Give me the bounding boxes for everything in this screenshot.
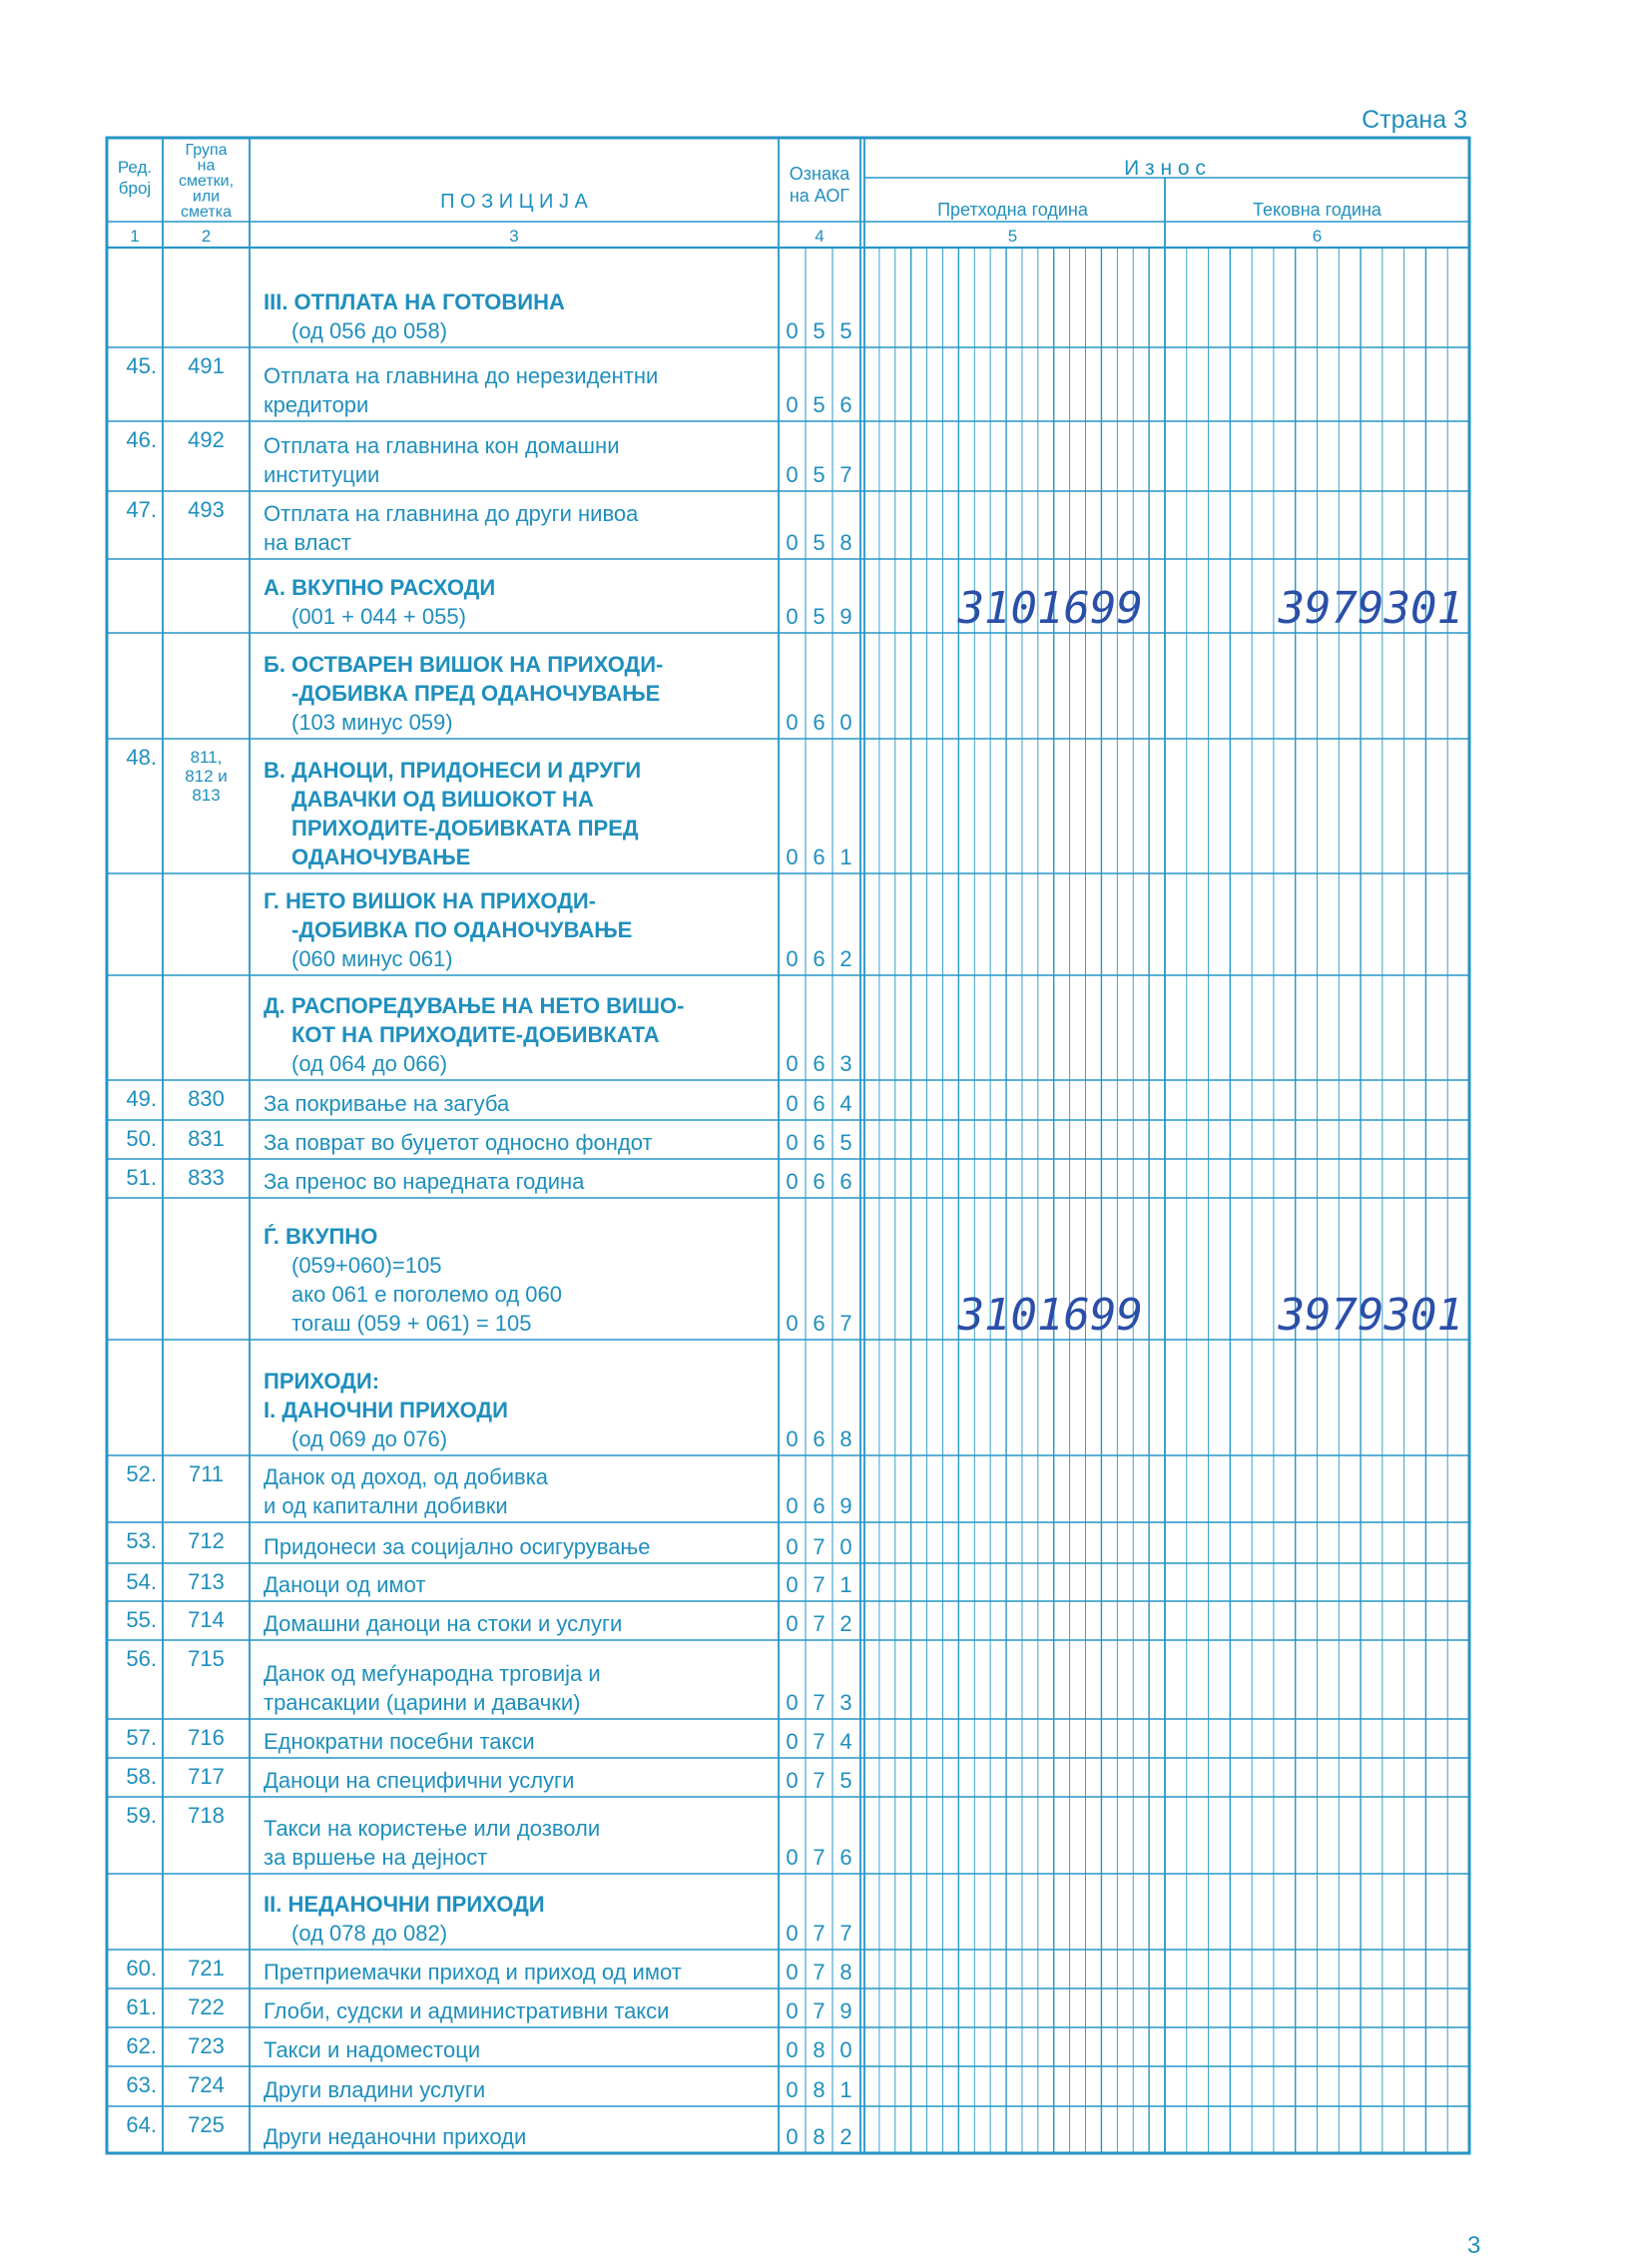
aog-digit: 7	[813, 1998, 825, 2023]
aog-digit: 0	[786, 2077, 799, 2102]
aog-digit: 9	[839, 1493, 852, 1518]
header-col2: Група	[185, 142, 228, 159]
aog-digit: 6	[813, 1169, 825, 1194]
header-prev-year: Претходна година	[937, 200, 1088, 220]
position-heading: III. ОТПЛАТА НА ГОТОВИНА	[264, 289, 565, 314]
table-row	[264, 888, 852, 971]
aog-digit: 0	[839, 710, 852, 735]
table-row	[126, 1165, 851, 1194]
aog-digit: 8	[839, 1426, 852, 1451]
row-number: 49.	[126, 1086, 157, 1111]
header-col2: или	[192, 188, 221, 206]
aog-digit: 4	[839, 1091, 852, 1116]
aog-digit: 4	[839, 1729, 852, 1754]
position-text: и од капитални добивки	[264, 1493, 508, 1518]
table-row	[264, 652, 852, 735]
aog-digit: 0	[786, 1998, 799, 2023]
aog-digit: 0	[839, 2037, 852, 2062]
table-row	[126, 2033, 851, 2062]
aog-digit: 0	[786, 318, 799, 343]
aog-digit: 0	[786, 530, 799, 555]
aog-digit: 0	[786, 1690, 799, 1715]
aog-digit: 5	[813, 604, 825, 629]
aog-digit: 5	[839, 1130, 852, 1155]
aog-digit: 5	[813, 392, 825, 417]
account-code: 722	[188, 1994, 225, 2019]
aog-digit: 7	[813, 1768, 825, 1793]
aog-digit: 9	[839, 1998, 852, 2023]
header-curr-year: Тековна година	[1253, 200, 1381, 220]
position-text: Еднократни посебни такси	[264, 1729, 535, 1754]
row-number: 57.	[126, 1725, 157, 1750]
aog-digit: 0	[786, 1534, 799, 1559]
row-number: 64.	[126, 2112, 157, 2137]
row-number: 61.	[126, 1994, 157, 2019]
table-row	[126, 1528, 851, 1559]
header-col4: Ознака	[789, 164, 850, 184]
position-text: на власт	[264, 530, 351, 555]
aog-digit: 6	[813, 710, 825, 735]
header-col1: Ред.	[117, 158, 153, 177]
aog-digit: 0	[786, 1426, 799, 1451]
aog-digit: 6	[839, 1845, 852, 1870]
position-text: Претприемачки приход и приход од имот	[264, 1960, 682, 1984]
position-text: Даноци на специфични услуги	[264, 1768, 575, 1793]
aog-digit: 7	[813, 1921, 825, 1946]
table-row	[264, 1224, 1463, 1341]
account-code: 723	[188, 2033, 225, 2058]
aog-digit: 6	[813, 1493, 825, 1518]
account-code: 715	[188, 1646, 225, 1671]
account-code: 811,	[190, 748, 223, 767]
position-text: За поврат во буџетот односно фондот	[264, 1130, 653, 1155]
position-text: (103 минус 059)	[291, 710, 453, 735]
table-row	[126, 1803, 851, 1870]
header-col-number: 4	[815, 227, 824, 246]
position-text: За покривање на загуба	[264, 1091, 510, 1116]
header-col-number: 2	[201, 227, 212, 246]
aog-digit: 0	[786, 946, 799, 971]
position-text: Други владини услуги	[264, 2077, 486, 2102]
account-code: 725	[188, 2112, 225, 2137]
position-text: трансакции (царини и давачки)	[264, 1690, 581, 1715]
table-row	[126, 2112, 851, 2149]
row-number: 51.	[126, 1165, 157, 1190]
position-text: (од 064 до 066)	[291, 1051, 448, 1076]
aog-digit: 5	[813, 462, 825, 487]
account-code: 718	[188, 1803, 225, 1828]
table-row	[264, 993, 852, 1076]
handwritten-prev-amount: 3101699	[957, 583, 1143, 634]
position-heading: -ДОБИВКА ПО ОДАНОЧУВАЊЕ	[291, 917, 633, 942]
aog-digit: 8	[813, 2037, 825, 2062]
aog-digit: 0	[786, 1493, 799, 1518]
position-text: Глоби, судски и административни такси	[264, 1998, 670, 2023]
position-text: (001 + 044 + 055)	[291, 604, 466, 629]
table-row	[264, 1369, 852, 1451]
account-code: 491	[188, 353, 225, 378]
table-row	[126, 1569, 851, 1597]
row-number: 59.	[126, 1803, 157, 1828]
handwritten-curr-amount: 3979301	[1278, 1290, 1463, 1341]
position-text: За пренос во наредната година	[264, 1169, 585, 1194]
aog-digit: 0	[786, 1768, 799, 1793]
row-number: 60.	[126, 1956, 157, 1981]
position-heading: ДАВАЧКИ ОД ВИШОКОТ НА	[291, 787, 594, 812]
aog-digit: 0	[786, 1960, 799, 1984]
header-col2: сметка	[181, 204, 232, 221]
aog-digit: 7	[839, 1311, 852, 1336]
account-code: 711	[188, 1461, 225, 1486]
row-number: 47.	[126, 497, 157, 522]
aog-digit: 0	[786, 710, 799, 735]
aog-digit: 2	[839, 946, 852, 971]
aog-digit: 7	[839, 462, 852, 487]
position-text: Придонеси за социјално осигурување	[264, 1534, 651, 1559]
aog-digit: 6	[813, 845, 825, 869]
aog-digit: 7	[813, 1845, 825, 1870]
row-number: 45.	[126, 353, 157, 378]
aog-digit: 0	[786, 1611, 799, 1636]
account-code: 493	[188, 497, 225, 522]
aog-digit: 6	[839, 392, 852, 417]
header-col-number: 1	[130, 227, 140, 246]
aog-digit: 0	[786, 1311, 799, 1336]
table-row	[126, 1461, 851, 1518]
header-col3: П О З И Ц И Ј А	[440, 191, 588, 213]
position-text: Отплата на главнина до нерезидентни	[264, 363, 659, 388]
table-row	[126, 1994, 851, 2023]
aog-digit: 3	[839, 1690, 852, 1715]
aog-digit: 8	[839, 1960, 852, 1984]
account-code: 833	[188, 1165, 225, 1190]
aog-digit: 6	[839, 1169, 852, 1194]
aog-digit: 1	[839, 2077, 852, 2102]
aog-digit: 7	[813, 1572, 825, 1597]
table-body	[126, 289, 1463, 2149]
aog-digit: 5	[813, 318, 825, 343]
header-amount: И з н о с	[1124, 157, 1206, 180]
row-number: 53.	[126, 1528, 157, 1553]
row-number: 56.	[126, 1646, 157, 1671]
aog-digit: 2	[839, 1611, 852, 1636]
aog-digit: 0	[786, 1051, 799, 1076]
aog-digit: 3	[839, 1051, 852, 1076]
position-heading: КОТ НА ПРИХОДИТЕ-ДОБИВКАТА	[291, 1022, 660, 1047]
aog-digit: 7	[813, 1960, 825, 1984]
position-text: ако 061 е поголемо од 060	[291, 1282, 563, 1307]
aog-digit: 0	[786, 1845, 799, 1870]
account-code: 492	[188, 427, 225, 452]
position-heading: ОДАНОЧУВАЊЕ	[291, 845, 471, 869]
position-text: Домашни даноци на стоки и услуги	[264, 1611, 623, 1636]
position-heading: Г. НЕТО ВИШОК НА ПРИХОДИ-	[264, 888, 597, 913]
aog-digit: 5	[839, 318, 852, 343]
position-text: (059+060)=105	[291, 1253, 442, 1278]
position-text: Отплата на главнина кон домашни	[264, 433, 620, 458]
aog-digit: 6	[813, 1091, 825, 1116]
table-row	[126, 745, 851, 869]
account-code: 813	[192, 786, 221, 805]
table-row	[126, 497, 851, 555]
aog-digit: 7	[813, 1690, 825, 1715]
row-number: 50.	[126, 1126, 157, 1151]
header-col2: сметки,	[178, 173, 235, 190]
header-col-number: 6	[1312, 227, 1323, 246]
position-heading: II. НЕДАНОЧНИ ПРИХОДИ	[264, 1892, 545, 1917]
aog-digit: 8	[839, 530, 852, 555]
position-text: (од 056 до 058)	[291, 318, 448, 343]
aog-digit: 1	[839, 845, 852, 869]
table-row	[126, 1086, 851, 1116]
handwritten-curr-amount: 3979301	[1278, 583, 1463, 634]
aog-digit: 5	[839, 1768, 852, 1793]
position-heading: В. ДАНОЦИ, ПРИДОНЕСИ И ДРУГИ	[264, 758, 642, 783]
row-number: 55.	[126, 1607, 157, 1632]
position-heading: Б. ОСТВАРЕН ВИШОК НА ПРИХОДИ-	[264, 652, 664, 677]
table-row	[126, 1607, 851, 1636]
position-text: кредитори	[264, 392, 369, 417]
aog-digit: 8	[813, 2077, 825, 2102]
aog-digit: 9	[839, 604, 852, 629]
position-text: институции	[264, 462, 380, 487]
account-code: 714	[188, 1607, 225, 1632]
table-header	[118, 142, 1382, 246]
position-heading: Д. РАСПОРЕДУВАЊЕ НА НЕТО ВИШО-	[264, 993, 685, 1018]
position-text: Данок од меѓународна трговија и	[264, 1661, 601, 1686]
account-code: 712	[188, 1528, 225, 1553]
table-row	[264, 1892, 852, 1946]
page-number: 3	[1467, 2232, 1481, 2259]
aog-digit: 0	[786, 2037, 799, 2062]
position-heading: А. ВКУПНО РАСХОДИ	[264, 575, 496, 600]
position-heading: ПРИХОДИТЕ-ДОБИВКАТА ПРЕД	[291, 816, 639, 841]
header-col1: број	[118, 179, 152, 198]
aog-digit: 0	[786, 1921, 799, 1946]
position-text: (од 078 до 082)	[291, 1921, 448, 1946]
aog-digit: 0	[786, 1091, 799, 1116]
aog-digit: 6	[813, 1426, 825, 1451]
table-row	[126, 427, 851, 487]
row-number: 54.	[126, 1569, 157, 1594]
aog-digit: 0	[786, 462, 799, 487]
aog-digit: 1	[839, 1572, 852, 1597]
position-text: Такси и надоместоци	[264, 2037, 481, 2062]
aog-digit: 0	[786, 1729, 799, 1754]
table-row	[126, 1646, 851, 1715]
position-text: (од 069 до 076)	[291, 1426, 448, 1451]
row-number: 58.	[126, 1764, 157, 1789]
position-text: за вршење на дејност	[264, 1845, 488, 1870]
aog-digit: 5	[813, 530, 825, 555]
account-code: 721	[188, 1956, 225, 1981]
aog-digit: 7	[813, 1729, 825, 1754]
aog-digit: 0	[786, 1130, 799, 1155]
position-text: Данок од доход, од добивка	[264, 1464, 549, 1489]
account-code: 812 и	[185, 767, 228, 786]
position-heading: I. ДАНОЧНИ ПРИХОДИ	[264, 1398, 508, 1422]
page-label: Страна 3	[1362, 106, 1467, 134]
aog-digit: 2	[839, 2124, 852, 2149]
position-heading: ПРИХОДИ:	[264, 1369, 380, 1394]
table-row	[264, 575, 1463, 634]
aog-digit: 0	[839, 1534, 852, 1559]
aog-digit: 0	[786, 2124, 799, 2149]
aog-digit: 7	[813, 1534, 825, 1559]
row-number: 46.	[126, 427, 157, 452]
aog-digit: 0	[786, 1169, 799, 1194]
position-text: Отплата на главнина до други нивоа	[264, 501, 639, 526]
position-text: Даноци од имот	[264, 1572, 426, 1597]
position-heading: -ДОБИВКА ПРЕД ОДАНОЧУВАЊЕ	[291, 681, 661, 706]
table-row	[126, 1956, 851, 1984]
handwritten-prev-amount: 3101699	[957, 1290, 1143, 1341]
position-text: Други неданочни приходи	[264, 2124, 527, 2149]
aog-digit: 6	[813, 1311, 825, 1336]
row-number: 63.	[126, 2072, 157, 2097]
header-col4: на АОГ	[789, 186, 850, 206]
table-row	[264, 289, 852, 343]
row-number: 52.	[126, 1461, 157, 1486]
table-row	[126, 1764, 851, 1793]
aog-digit: 7	[839, 1921, 852, 1946]
account-code: 713	[188, 1569, 225, 1594]
aog-digit: 7	[813, 1611, 825, 1636]
aog-digit: 6	[813, 1051, 825, 1076]
position-text: Такси на користење или дозволи	[264, 1816, 601, 1841]
account-code: 716	[188, 1725, 225, 1750]
table-row	[126, 1725, 851, 1754]
aog-digit: 6	[813, 946, 825, 971]
position-text: (060 минус 061)	[291, 946, 453, 971]
account-code: 831	[188, 1126, 225, 1151]
aog-digit: 0	[786, 392, 799, 417]
aog-digit: 8	[813, 2124, 825, 2149]
header-col-number: 3	[509, 227, 519, 246]
account-code: 830	[188, 1086, 225, 1111]
account-code: 717	[188, 1764, 225, 1789]
header-col-number: 5	[1007, 227, 1018, 246]
position-heading: Ѓ. ВКУПНО	[264, 1224, 378, 1249]
row-number: 48.	[126, 745, 157, 770]
table-row	[126, 1126, 851, 1155]
account-code: 724	[188, 2072, 225, 2097]
header-col2: на	[197, 157, 216, 175]
table-row	[126, 353, 851, 417]
aog-digit: 0	[786, 604, 799, 629]
table-row	[126, 2072, 851, 2102]
aog-digit: 6	[813, 1130, 825, 1155]
position-text: тогаш (059 + 061) = 105	[291, 1311, 532, 1336]
aog-digit: 0	[786, 1572, 799, 1597]
aog-digit: 0	[786, 845, 799, 869]
row-number: 62.	[126, 2033, 157, 2058]
